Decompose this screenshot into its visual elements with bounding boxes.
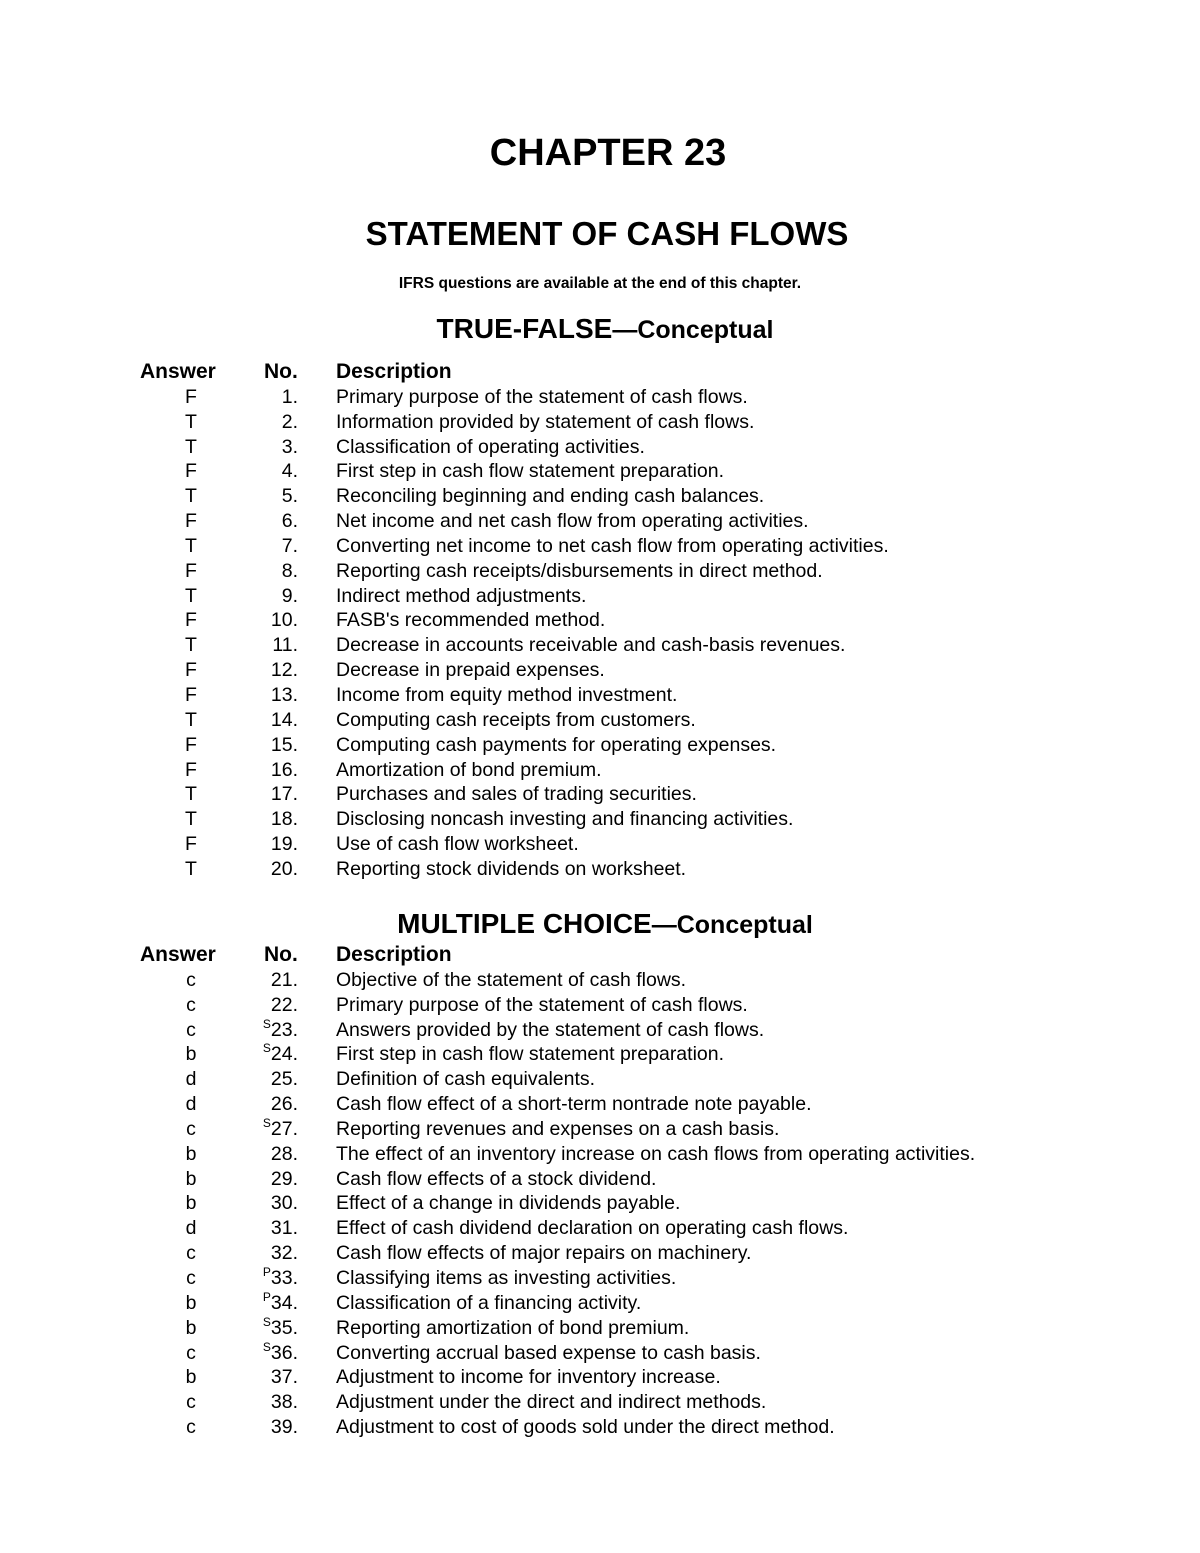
number-cell bbox=[232, 807, 298, 832]
answer-cell: b bbox=[185, 1316, 197, 1339]
answer-cell: c bbox=[186, 968, 196, 991]
table-row bbox=[0, 1216, 1200, 1241]
description-cell: Cash flow effects of major repairs on machinery. bbox=[336, 1242, 752, 1265]
table-row bbox=[0, 857, 1200, 882]
question-number: 17. bbox=[270, 783, 298, 806]
number-cell bbox=[232, 459, 298, 484]
number-cell bbox=[232, 1117, 298, 1142]
answer-cell: b bbox=[185, 1192, 197, 1215]
question-number: 22. bbox=[270, 993, 298, 1016]
description-cell: Answers provided by the statement of cash flows. bbox=[336, 1018, 765, 1041]
table-row bbox=[0, 1092, 1200, 1117]
description-cell: Purchases and sales of trading securities. bbox=[336, 783, 697, 806]
answer-cell: d bbox=[185, 1093, 197, 1116]
chapter-title: CHAPTER 23 bbox=[489, 132, 727, 174]
table-row bbox=[0, 1291, 1200, 1316]
description-cell: Cash flow effects of a stock dividend. bbox=[336, 1167, 657, 1190]
question-number: 28. bbox=[270, 1142, 298, 1165]
question-number: 19. bbox=[270, 833, 298, 856]
answer-cell: c bbox=[186, 1266, 196, 1289]
number-cell bbox=[232, 1241, 298, 1266]
table-row bbox=[0, 1067, 1200, 1092]
question-number: 39. bbox=[270, 1416, 298, 1439]
answer-cell: c bbox=[186, 1391, 196, 1414]
source-mark: S bbox=[262, 1016, 271, 1031]
answer-cell: T bbox=[185, 435, 197, 458]
table-row bbox=[0, 559, 1200, 584]
description-cell: Reconciling beginning and ending cash balances. bbox=[336, 485, 765, 508]
question-number: 23. bbox=[270, 1018, 298, 1041]
header-number: No. bbox=[264, 360, 298, 383]
question-number: 32. bbox=[270, 1242, 298, 1265]
number-cell bbox=[232, 968, 298, 993]
number-cell bbox=[232, 1341, 298, 1366]
description-cell: Decrease in prepaid expenses. bbox=[336, 659, 605, 682]
table-row bbox=[0, 708, 1200, 733]
question-number: 38. bbox=[270, 1391, 298, 1414]
answer-cell: F bbox=[185, 833, 197, 856]
number-cell bbox=[232, 559, 298, 584]
table-row bbox=[0, 683, 1200, 708]
question-number: 20. bbox=[270, 857, 298, 880]
header-answer: Answer bbox=[140, 943, 216, 966]
description-cell: Reporting amortization of bond premium. bbox=[336, 1316, 690, 1339]
source-mark: S bbox=[262, 1314, 271, 1329]
number-cell bbox=[232, 782, 298, 807]
question-number: 18. bbox=[270, 808, 298, 831]
header-number: No. bbox=[264, 943, 298, 966]
question-number: 7. bbox=[281, 534, 298, 557]
question-number: 8. bbox=[281, 559, 298, 582]
question-number: 10. bbox=[270, 609, 298, 632]
number-cell bbox=[232, 1266, 298, 1291]
answer-cell: T bbox=[185, 410, 197, 433]
number-cell bbox=[232, 633, 298, 658]
answer-cell: F bbox=[185, 385, 197, 408]
answer-cell: T bbox=[185, 783, 197, 806]
table-row bbox=[0, 1042, 1200, 1067]
number-cell bbox=[232, 1067, 298, 1092]
answer-cell: F bbox=[185, 460, 197, 483]
description-cell: Cash flow effect of a short-term nontrade note payable. bbox=[336, 1093, 812, 1116]
answer-cell: F bbox=[185, 758, 197, 781]
table-row bbox=[0, 1316, 1200, 1341]
description-cell: Income from equity method investment. bbox=[336, 683, 678, 706]
section-title-true-false bbox=[0, 312, 1200, 351]
answer-cell: b bbox=[185, 1142, 197, 1165]
question-number: 33. bbox=[270, 1266, 298, 1289]
description-cell: FASB's recommended method. bbox=[336, 609, 606, 632]
number-cell bbox=[232, 857, 298, 882]
description-cell: Adjustment to cost of goods sold under the direct method. bbox=[336, 1416, 835, 1439]
source-mark: P bbox=[262, 1289, 271, 1304]
question-number: 5. bbox=[281, 485, 298, 508]
table-row bbox=[0, 1365, 1200, 1390]
description-cell: Information provided by statement of cash flows. bbox=[336, 410, 755, 433]
answer-cell: b bbox=[185, 1366, 197, 1389]
answer-cell: c bbox=[186, 1416, 196, 1439]
question-number: 4. bbox=[281, 460, 298, 483]
answer-cell: F bbox=[185, 659, 197, 682]
header-answer: Answer bbox=[140, 360, 216, 383]
description-cell: Definition of cash equivalents. bbox=[336, 1068, 596, 1091]
answer-cell: c bbox=[186, 1117, 196, 1140]
table-row bbox=[0, 658, 1200, 683]
question-number: 15. bbox=[270, 733, 298, 756]
answer-cell: d bbox=[185, 1068, 197, 1091]
number-cell bbox=[232, 1191, 298, 1216]
question-number: 35. bbox=[270, 1316, 298, 1339]
true-false-rows bbox=[0, 385, 1200, 882]
question-number: 26. bbox=[270, 1093, 298, 1116]
table-row bbox=[0, 608, 1200, 633]
answer-cell: b bbox=[185, 1043, 197, 1066]
question-number: 25. bbox=[270, 1068, 298, 1091]
description-cell: The effect of an inventory increase on cash flows from operating activities. bbox=[336, 1142, 976, 1165]
number-cell bbox=[232, 435, 298, 460]
table-row bbox=[0, 1018, 1200, 1043]
source-mark: S bbox=[262, 1115, 271, 1130]
answer-cell: c bbox=[186, 1018, 196, 1041]
answer-cell: F bbox=[185, 559, 197, 582]
table-row bbox=[0, 758, 1200, 783]
number-cell bbox=[232, 608, 298, 633]
table-row bbox=[0, 1142, 1200, 1167]
question-number: 16. bbox=[270, 758, 298, 781]
question-number: 31. bbox=[270, 1217, 298, 1240]
number-cell bbox=[232, 385, 298, 410]
description-cell: First step in cash flow statement preparation. bbox=[336, 460, 725, 483]
answer-cell: F bbox=[185, 609, 197, 632]
ifrs-note: IFRS questions are available at the end of this chapter. bbox=[398, 275, 802, 292]
question-number: 24. bbox=[270, 1043, 298, 1066]
description-cell: Classifying items as investing activities. bbox=[336, 1266, 677, 1289]
source-mark: S bbox=[262, 1339, 271, 1354]
question-number: 14. bbox=[270, 708, 298, 731]
question-number: 12. bbox=[270, 659, 298, 682]
description-cell: Classification of a financing activity. bbox=[336, 1291, 642, 1314]
answer-cell: c bbox=[186, 993, 196, 1016]
number-cell bbox=[232, 1092, 298, 1117]
table-row bbox=[0, 1341, 1200, 1366]
answer-cell: F bbox=[185, 733, 197, 756]
section-title-sub: —Conceptual bbox=[612, 316, 774, 344]
section-title-main: TRUE-FALSE bbox=[436, 313, 613, 344]
table-row bbox=[0, 1415, 1200, 1440]
description-cell: Objective of the statement of cash flows. bbox=[336, 968, 687, 991]
description-cell: Decrease in accounts receivable and cash-basis revenues. bbox=[336, 634, 846, 657]
number-cell bbox=[232, 758, 298, 783]
answer-cell: T bbox=[185, 485, 197, 508]
table-row bbox=[0, 584, 1200, 609]
table-row bbox=[0, 484, 1200, 509]
number-cell bbox=[232, 1142, 298, 1167]
answer-cell: b bbox=[185, 1291, 197, 1314]
multiple-choice-rows bbox=[0, 968, 1200, 1440]
section-title-main: MULTIPLE CHOICE bbox=[397, 908, 652, 939]
number-cell bbox=[232, 484, 298, 509]
description-cell: Classification of operating activities. bbox=[336, 435, 645, 458]
number-cell bbox=[232, 1415, 298, 1440]
question-number: 3. bbox=[281, 435, 298, 458]
description-cell: Adjustment to income for inventory increase. bbox=[336, 1366, 721, 1389]
table-row bbox=[0, 1241, 1200, 1266]
table-row bbox=[0, 459, 1200, 484]
question-number: 36. bbox=[270, 1341, 298, 1364]
question-number: 11. bbox=[272, 634, 298, 657]
number-cell bbox=[232, 584, 298, 609]
table-row bbox=[0, 1117, 1200, 1142]
answer-cell: d bbox=[185, 1217, 197, 1240]
table-header bbox=[0, 943, 1200, 968]
answer-cell: T bbox=[185, 584, 197, 607]
question-number: 34. bbox=[270, 1291, 298, 1314]
description-cell: Net income and net cash flow from operating activities. bbox=[336, 510, 809, 533]
table-row bbox=[0, 832, 1200, 857]
number-cell bbox=[232, 1390, 298, 1415]
multiple-choice-table bbox=[0, 943, 1200, 1440]
answer-cell: T bbox=[185, 634, 197, 657]
description-cell: Reporting cash receipts/disbursements in direct method. bbox=[336, 559, 823, 582]
number-cell bbox=[232, 733, 298, 758]
document-title: STATEMENT OF CASH FLOWS bbox=[365, 215, 849, 252]
description-cell: Reporting revenues and expenses on a cash basis. bbox=[336, 1117, 780, 1140]
description-cell: Primary purpose of the statement of cash flows. bbox=[336, 385, 748, 408]
answer-cell: T bbox=[185, 857, 197, 880]
question-number: 6. bbox=[281, 510, 298, 533]
table-row bbox=[0, 435, 1200, 460]
answer-cell: c bbox=[186, 1341, 196, 1364]
number-cell bbox=[232, 1291, 298, 1316]
description-cell: First step in cash flow statement preparation. bbox=[336, 1043, 725, 1066]
description-cell: Effect of cash dividend declaration on operating cash flows. bbox=[336, 1217, 849, 1240]
table-row bbox=[0, 1167, 1200, 1192]
number-cell bbox=[232, 832, 298, 857]
answer-cell: b bbox=[185, 1167, 197, 1190]
source-mark: S bbox=[262, 1041, 271, 1056]
number-cell bbox=[232, 1216, 298, 1241]
description-cell: Converting accrual based expense to cash basis. bbox=[336, 1341, 761, 1364]
true-false-table bbox=[0, 360, 1200, 882]
question-number: 21. bbox=[270, 968, 298, 991]
table-row bbox=[0, 385, 1200, 410]
answer-cell: c bbox=[186, 1242, 196, 1265]
description-cell: Effect of a change in dividends payable. bbox=[336, 1192, 681, 1215]
table-row bbox=[0, 1266, 1200, 1291]
number-cell bbox=[232, 1365, 298, 1390]
description-cell: Converting net income to net cash flow from operating activities. bbox=[336, 534, 889, 557]
description-cell: Indirect method adjustments. bbox=[336, 584, 587, 607]
table-row bbox=[0, 993, 1200, 1018]
number-cell bbox=[232, 534, 298, 559]
description-cell: Primary purpose of the statement of cash flows. bbox=[336, 993, 748, 1016]
question-number: 30. bbox=[270, 1192, 298, 1215]
table-header bbox=[0, 360, 1200, 385]
section-title-multiple-choice bbox=[0, 907, 1200, 946]
table-row bbox=[0, 509, 1200, 534]
question-number: 9. bbox=[281, 584, 298, 607]
table-row bbox=[0, 807, 1200, 832]
number-cell bbox=[232, 1167, 298, 1192]
number-cell bbox=[232, 658, 298, 683]
number-cell bbox=[232, 993, 298, 1018]
number-cell bbox=[232, 509, 298, 534]
section-title-sub: —Conceptual bbox=[651, 911, 813, 939]
table-row bbox=[0, 968, 1200, 993]
question-number: 2. bbox=[281, 410, 298, 433]
description-cell: Amortization of bond premium. bbox=[336, 758, 602, 781]
question-number: 1. bbox=[281, 385, 298, 408]
number-cell bbox=[232, 1042, 298, 1067]
table-row bbox=[0, 410, 1200, 435]
table-row bbox=[0, 733, 1200, 758]
number-cell bbox=[232, 683, 298, 708]
description-cell: Disclosing noncash investing and financing activities. bbox=[336, 808, 794, 831]
description-cell: Computing cash receipts from customers. bbox=[336, 708, 696, 731]
table-row bbox=[0, 782, 1200, 807]
number-cell bbox=[232, 1018, 298, 1043]
question-number: 37. bbox=[270, 1366, 298, 1389]
table-row bbox=[0, 1191, 1200, 1216]
answer-cell: T bbox=[185, 708, 197, 731]
number-cell bbox=[232, 1316, 298, 1341]
description-cell: Use of cash flow worksheet. bbox=[336, 833, 579, 856]
description-cell: Computing cash payments for operating expenses. bbox=[336, 733, 777, 756]
description-cell: Adjustment under the direct and indirect methods. bbox=[336, 1391, 767, 1414]
table-row bbox=[0, 534, 1200, 559]
question-number: 27. bbox=[270, 1117, 298, 1140]
answer-cell: F bbox=[185, 510, 197, 533]
answer-cell: T bbox=[185, 808, 197, 831]
question-number: 13. bbox=[270, 683, 298, 706]
header-description: Description bbox=[336, 943, 452, 966]
source-mark: P bbox=[262, 1264, 271, 1279]
table-row bbox=[0, 1390, 1200, 1415]
question-number: 29. bbox=[270, 1167, 298, 1190]
answer-cell: F bbox=[185, 683, 197, 706]
number-cell bbox=[232, 410, 298, 435]
header-description: Description bbox=[336, 360, 452, 383]
number-cell bbox=[232, 708, 298, 733]
answer-cell: T bbox=[185, 534, 197, 557]
description-cell: Reporting stock dividends on worksheet. bbox=[336, 857, 687, 880]
table-row bbox=[0, 633, 1200, 658]
